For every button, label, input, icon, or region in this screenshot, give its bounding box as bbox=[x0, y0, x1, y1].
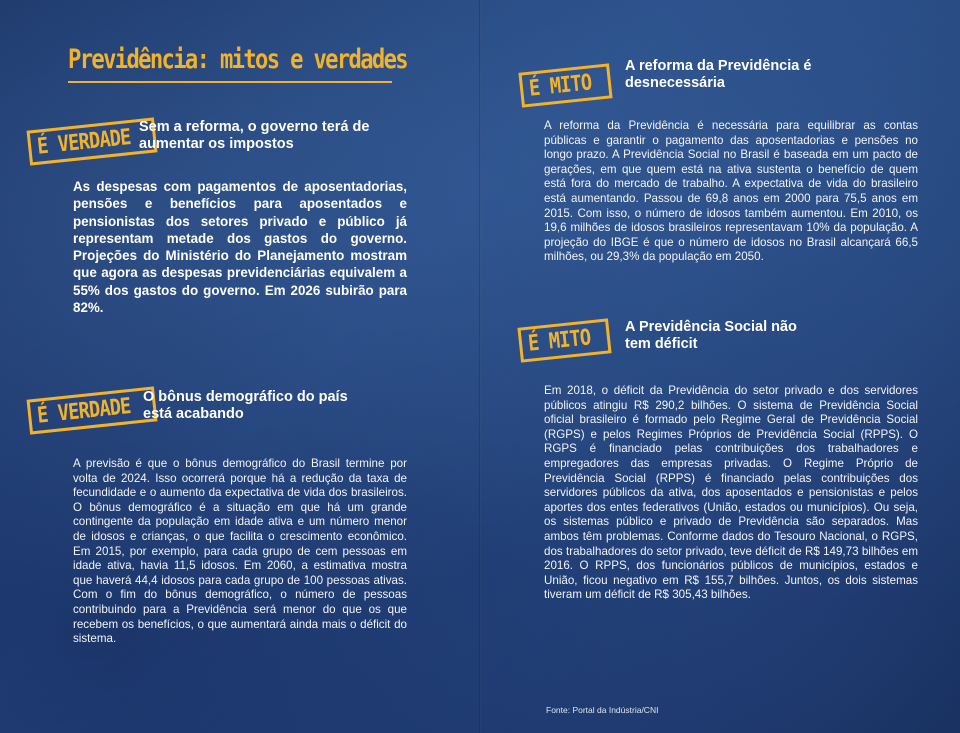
section-text: Em 2018, o déficit da Previdência do setor privado e dos servidores públicos atingiu R$ 290,2 bilhões. O sistema de Previdência Social oficial brasileiro é formado pelo Regime Geral de Previdência Social (RGPS) e pelos Regimes Próprios de Previdência Social (RPPS). O RGPS é financiado pelas contribuições dos trabalhadores e empregadores das empresas privadas. O Regime Próprio de Previdência Social (RPPS) é financiado pelas contribuições dos servidores públicos da ativa, dos aposentados e pensionistas e pelos aportes dos entes federativos (União, estados ou municípios). Ou seja, os sistemas público e privado de Previdência são separados. Mas ambos têm problemas. Conforme dados do Tesouro Nacional, o RGPS, dos trabalhadores do setor privado, teve déficit de R$ 149,73 bilhões em 2016. O RPPS, dos funcionários públicos de municípios, estados e União, ficou negativo em R$ 155,7 bilhões. Juntos, os dois sistemas tiveram um déficit de R$ 305,43 bilhões. bbox=[544, 384, 918, 602]
section-heading: A Previdência Social não tem déficit bbox=[625, 319, 797, 352]
section-text: As despesas com pagamentos de aposentadorias, pensões e benefícios para aposentados e pensionistas dos setores privado e público já representam metade dos gastos do governo. Projeções do Ministério do Planejamento mostram que agora as despesas previdenciárias equivalem a 55% dos gastos do governo. Em 2026 subirão para 82%. bbox=[73, 179, 407, 316]
verdade-stamp: É VERDADE bbox=[27, 117, 158, 165]
section-heading: O bônus demográfico do país está acabando bbox=[143, 389, 348, 422]
source-note: Fonte: Portal da Indústria/CNI bbox=[546, 705, 659, 715]
verdade-stamp: É VERDADE bbox=[27, 386, 158, 434]
section-heading: Sem a reforma, o governo terá de aumentar os impostos bbox=[139, 119, 370, 152]
section-heading: A reforma da Previdência é desnecessária bbox=[625, 58, 812, 91]
mito-stamp: É MITO bbox=[518, 63, 613, 107]
mito-stamp: É MITO bbox=[517, 318, 612, 362]
page-fold bbox=[479, 0, 481, 733]
section-text: A previsão é que o bônus demográfico do Brasil termine por volta de 2024. Isso ocorrerá porque há a redução da taxa de fecundidade e o aumento da expectativa de vida dos brasileiros. O bônus demográfico é a situação em que há um grande contingente da população em idade ativa e um número menor de idosos e crianças, o que facilita o crescimento econômico. Em 2015, por exemplo, para cada grupo de cem pessoas em idade ativa, havia 11,5 idosos. Em 2060, a estimativa mostra que haverá 44,4 idosos para cada grupo de 100 pessoas ativas. Com o fim do bônus demográfico, o número de pessoas contribuindo para a Previdência será menor do que os que recebem os benefícios, o que aumentará ainda mais o déficit do sistema. bbox=[73, 457, 407, 646]
page-title: Previdência: mitos e verdades bbox=[68, 44, 407, 75]
title-underline bbox=[68, 81, 392, 83]
section-text: A reforma da Previdência é necessária para equilibrar as contas públicas e garantir o pagamento das aposentadorias e pensões no longo prazo. A Previdência Social no Brasil é baseada em um pacto de gerações, em que quem está na ativa sustenta o benefício de quem está fora do mercado de trabalho. A expectativa de vida do brasileiro está aumentando. Passou de 69,8 anos em 2000 para 75,5 anos em 2015. Com isso, o número de idosos também aumentou. Em 2010, os 19,6 milhões de idosos brasileiros representavam 10% da população. A projeção do IBGE é que o número de idosos no Brasil alcançará 66,5 milhões, ou 29,3% da população em 2050. bbox=[544, 119, 918, 264]
